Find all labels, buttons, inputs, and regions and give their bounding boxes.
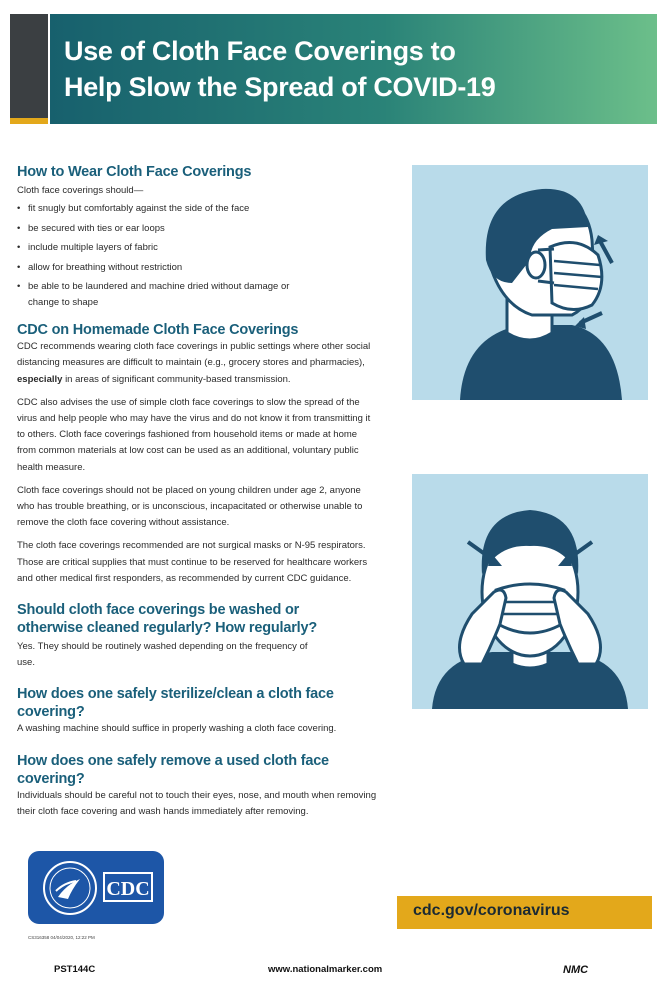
url-banner-text: cdc.gov/coronavirus (413, 902, 570, 919)
heading-how-to-wear: How to Wear Cloth Face Coverings (17, 164, 252, 180)
heading-remove: How does one safely remove a used cloth face covering? (17, 752, 329, 787)
cdc-logo (28, 851, 164, 924)
list-item: • be able to be laundered and machine dried without damage or change to shape (17, 281, 290, 308)
homemade-paragraph-1: CDC recommends wearing cloth face coverings in public settings where other social distancing measures are difficult to maintain (e.g., grocery stores and pharmacies), especially in areas of significant community-based transmission. (17, 341, 371, 385)
footer-product-code: PST144C (54, 964, 96, 975)
masked-front-figure (412, 474, 648, 709)
list-item: • fit snugly but comfortably against the side of the face (17, 203, 250, 215)
document-code: CS316358 04/04/2020, 12:22 PM (28, 935, 95, 940)
footer-nmc-logo: NMC (563, 964, 589, 976)
footer-website: www.nationalmarker.com (268, 964, 383, 975)
illustration-side-profile (412, 165, 648, 400)
main-content (17, 163, 377, 820)
list-item: • be secured with ties or ear loops (17, 222, 165, 234)
masked-profile-figure (412, 165, 648, 400)
illustration-front-fit (412, 474, 648, 709)
heading-homemade: CDC on Homemade Cloth Face Coverings (17, 322, 299, 339)
title-line-2: Help Slow the Spread of COVID-19 (64, 72, 496, 102)
wear-intro: Cloth face coverings should— (17, 185, 144, 196)
heading-washed: Should cloth face coverings be washed or otherwise cleaned regularly? How regularly? (17, 602, 318, 637)
header-accent-gold (10, 118, 48, 124)
homemade-paragraph-4: The cloth face coverings recommended are not surgical masks or N-95 respirators. Those are critical supplies that must continue to be reserved for healthcare workers and other medical first responders, as recommended by current CDC guidance. (17, 540, 368, 584)
list-item: • include multiple layers of fabric (17, 242, 158, 254)
header-accent-bar (10, 14, 48, 122)
cdc-logo-text: CDC (106, 878, 150, 900)
sterilize-text: A washing machine should suffice in properly washing a cloth face covering. (17, 723, 337, 735)
homemade-paragraph-3: Cloth face coverings should not be placed on young children under age 2, anyone who has trouble breathing, or is unconscious, incapacitated or otherwise unable to remove the cloth face covering without assistance. (17, 484, 363, 529)
list-item: • allow for breathing without restriction (17, 261, 183, 273)
page-title (64, 33, 624, 105)
remove-text: Individuals should be careful not to touch their eyes, nose, and mouth when removing their cloth face covering and wash hands immediately after removing. (17, 789, 377, 817)
url-banner (397, 896, 652, 929)
wear-list (17, 201, 377, 310)
washed-text: Yes. They should be routinely washed depending on the frequency of use. (17, 641, 308, 669)
homemade-paragraph-2: CDC also advises the use of simple cloth face coverings to slow the spread of the virus and help people who may have the virus and do not know it from transmitting it to others. Cloth face coverings fashioned from household items or made at home from common materials at low cost can be used as an additional, voluntary public health measure. (17, 396, 371, 473)
heading-sterilize: How does one safely sterilize/clean a cloth face covering? (17, 686, 334, 721)
title-line-1: Use of Cloth Face Coverings to (64, 36, 456, 66)
